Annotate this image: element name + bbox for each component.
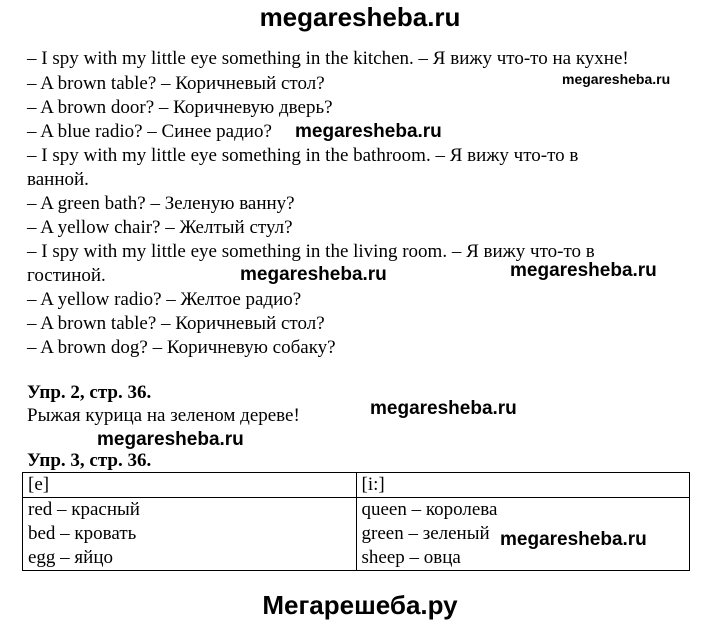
dialog-line: – I spy with my little eye something in the living room. – Я вижу что-то в <box>27 241 595 262</box>
sounds-table <box>22 472 690 571</box>
word-pair: red – красный <box>28 499 140 520</box>
watermark: megaresheba.ru <box>370 398 517 419</box>
dialog-line: – A green bath? – Зеленую ванну? <box>27 193 295 214</box>
dialog-line: – A brown dog? – Коричневую собаку? <box>27 337 336 358</box>
watermark: megaresheba.ru <box>510 260 657 281</box>
word-pair: green – зеленый <box>361 523 490 544</box>
dialog-line: – A yellow chair? – Желтый стул? <box>27 217 293 238</box>
dialog-line: – I spy with my little eye something in the bathroom. – Я вижу что-то в <box>27 145 579 166</box>
exercise2-heading: Упр. 2, стр. 36. <box>27 382 152 403</box>
word-pair: egg – яйцо <box>28 547 114 568</box>
exercise2-text: Рыжая курица на зеленом дереве! <box>27 405 300 426</box>
watermark: megaresheba.ru <box>240 264 387 285</box>
dialog-line: гостиной. <box>27 265 106 286</box>
site-header: megaresheba.ru <box>259 2 461 32</box>
table-header-i: [i:] <box>356 473 690 498</box>
watermark: megaresheba.ru <box>500 529 647 550</box>
dialog-line: – A blue radio? – Синее радио? <box>27 121 272 142</box>
watermark: megaresheba.ru <box>562 71 671 87</box>
word-pair: sheep – овца <box>361 547 461 568</box>
word-pair: queen – королева <box>361 499 498 520</box>
dialog-line: ванной. <box>27 169 89 190</box>
table-header-e: [e] <box>23 473 357 498</box>
watermark: megaresheba.ru <box>295 121 442 142</box>
table-cell-left <box>23 498 357 571</box>
dialog-line: – A brown door? – Коричневую дверь? <box>27 97 333 118</box>
dialog-line: – A brown table? – Коричневый стол? <box>27 73 325 94</box>
dialog-line: – I spy with my little eye something in the kitchen. – Я вижу что-то на кухне! <box>27 48 629 69</box>
exercise3-heading: Упр. 3, стр. 36. <box>27 450 152 471</box>
site-footer: Мегарешеба.ру <box>262 590 458 620</box>
dialog-line: – A brown table? – Коричневый стол? <box>27 313 325 334</box>
word-pair: bed – кровать <box>28 523 137 544</box>
watermark: megaresheba.ru <box>97 429 244 450</box>
dialog-line: – A yellow radio? – Желтое радио? <box>27 289 302 310</box>
